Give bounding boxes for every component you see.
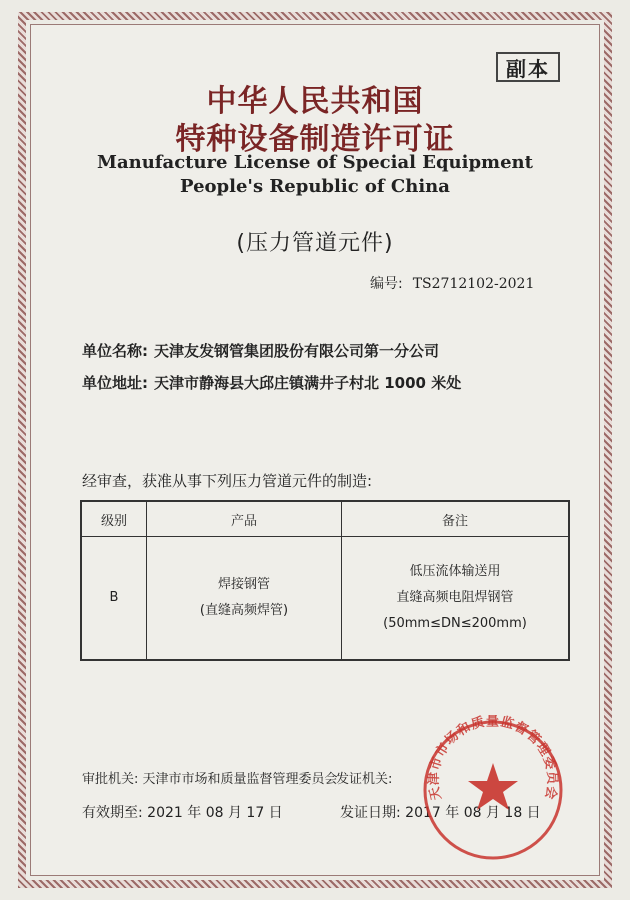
seal-star-icon [468,763,518,810]
issue-date-value: 2017 年 08 月 18 日 [405,805,541,821]
remark-line2: 直缝高频电阻焊钢管 [396,590,514,605]
valid-until-value: 2021 年 08 月 17 日 [147,805,283,821]
table-row [81,537,569,661]
issuing-authority-label: 发证机关: [336,772,393,787]
cell-level: B [81,537,147,661]
approval-authority-label: 审批机关: [82,772,139,787]
approval-authority [82,768,338,787]
header-level: 级别 [81,501,147,537]
valid-until-label: 有效期至: [82,805,143,821]
product-line1: 焊接钢管 [217,577,270,592]
copy-mark: 副本 [496,52,560,82]
license-number [370,273,534,293]
title-en-line2: People's Republic of China [180,176,450,197]
unit-name-value: 天津友发钢管集团股份有限公司第一分公司 [154,342,440,360]
header-remark: 备注 [342,501,570,537]
cell-remark [342,537,570,661]
unit-name-label: 单位名称: [82,342,148,360]
product-line2: (直缝高频焊管) [199,603,289,618]
unit-name-row [82,340,439,361]
approval-intro: 经审查，获准从事下列压力管道元件的制造: [82,472,373,490]
title-en-line1: Manufacture License of Special Equipment [97,152,533,173]
issuing-authority [336,768,392,787]
approval-authority-value: 天津市市场和质量监督管理委员会 [142,772,338,787]
valid-until [82,802,283,822]
issue-date-label: 发证日期: [340,805,401,821]
remark-line1: 低压流体输送用 [409,564,501,579]
title-cn-line2: 特种设备制造许可证 [175,122,455,157]
cell-product [147,537,342,661]
table-header-row [81,501,569,537]
unit-address-value: 天津市静海县大邱庄镇满井子村北 1000 米处 [154,374,462,392]
license-number-label: 编号: [370,276,403,292]
title-cn-line1: 中华人民共和国 [206,84,424,119]
licensed-items-table [80,500,570,661]
unit-address-label: 单位地址: [82,374,148,392]
official-seal [418,715,568,865]
unit-address-row [82,372,461,393]
seal-text: 天津市市场和质量监督管理委员会 [426,715,560,802]
remark-line3: (50mm≤DN≤200mm) [383,616,527,631]
license-number-value: TS2712102-2021 [412,276,535,292]
license-category: (压力管道元件) [236,231,394,256]
header-product: 产品 [147,501,342,537]
